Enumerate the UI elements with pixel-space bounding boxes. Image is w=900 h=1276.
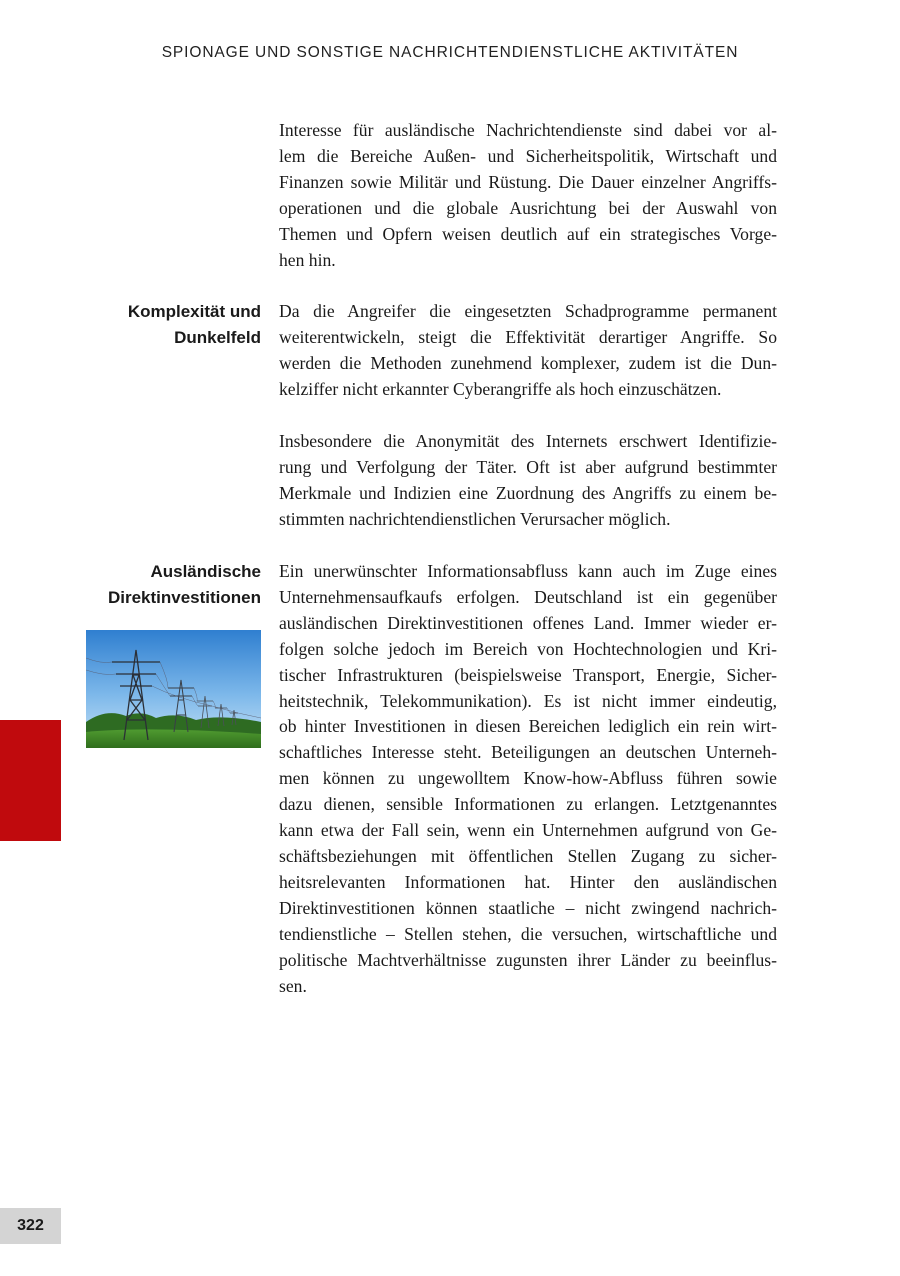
side-heading-line: Ausländische <box>150 562 261 581</box>
text-line: Insbesondere die Anonymität des Internets erschwert Identifizie- <box>279 431 777 451</box>
side-heading-line: Direktinvestitionen <box>107 588 261 607</box>
text-line: Finanzen sowie Militär und Rüstung. Die Dauer einzelner Angriffs- <box>279 171 777 192</box>
body-paragraph-2 <box>279 299 777 403</box>
power-lines-photo <box>86 630 261 748</box>
text-line: tischer Infrastrukturen (beispielsweise Transport, Energie, Sicher- <box>279 664 777 685</box>
body-paragraph-1 <box>279 118 777 273</box>
chapter-color-tab <box>0 720 61 841</box>
text-line: werden die Methoden zunehmend komplexer, zudem ist die Dun- <box>279 352 777 373</box>
text-line: stimmten nachrichtendienstlichen Verursacher möglich. <box>279 508 671 529</box>
running-header: SPIONAGE UND SONSTIGE NACHRICHTENDIENSTLICHE AKTIVITÄTEN <box>161 44 739 61</box>
text-line: Direktinvestitionen können staatliche – nicht zwingend nachrich- <box>279 897 777 918</box>
text-line: ob hinter Investitionen in diesen Bereichen lediglich ein rein wirt- <box>279 716 777 737</box>
side-heading-line: Komplexität und <box>127 302 261 321</box>
text-line: dazu dienen, sensible Informationen zu erlangen. Letztgenanntes <box>279 794 777 815</box>
side-heading-direktinvestitionen <box>61 559 261 611</box>
text-line: schäftsbeziehungen mit öffentlichen Stellen Zugang zu sicher- <box>279 845 777 866</box>
page-number: 322 <box>0 1208 61 1244</box>
body-paragraph-3 <box>279 429 777 533</box>
text-line: politische Machtverhältnisse zugunsten ihrer Länder zu beeinflus- <box>279 949 777 970</box>
text-line: kelziffer nicht erkannter Cyberangriffe als hoch einzuschätzen. <box>279 378 722 399</box>
text-line: ausländischen Direktinvestitionen offenes Land. Immer wieder er- <box>279 612 777 633</box>
text-line: Interesse für ausländische Nachrichtendienste sind dabei vor al- <box>279 120 777 140</box>
text-line: Themen und Opfern weisen deutlich auf ein strategisches Vorge- <box>279 223 777 244</box>
text-line: lem die Bereiche Außen- und Sicherheitspolitik, Wirtschaft und <box>279 145 777 166</box>
text-line: heitsrelevanten Informationen hat. Hinter den ausländischen <box>279 871 777 892</box>
text-line: men können zu ungewolltem Know-how-Abfluss führen sowie <box>279 768 777 789</box>
text-line: rung und Verfolgung der Täter. Oft ist aber aufgrund bestimmter <box>279 456 777 477</box>
text-line: weiterentwickeln, steigt die Effektivität derartiger Angriffe. So <box>279 326 777 347</box>
body-paragraph-4 <box>279 559 777 999</box>
text-line: Ein unerwünschter Informationsabfluss kann auch im Zuge eines <box>279 561 777 581</box>
text-line: tendienstliche – Stellen stehen, die versuchen, wirtschaftliche und <box>279 923 777 944</box>
text-line: sen. <box>279 975 307 996</box>
side-heading-komplexitaet <box>61 299 261 351</box>
text-line: heitstechnik, Telekommunikation). Es ist nicht immer eindeutig, <box>279 690 777 711</box>
text-line: folgen solche jedoch im Bereich von Hochtechnologien und Kri- <box>279 638 777 659</box>
text-line: kann etwa der Fall sein, wenn ein Unternehmen aufgrund von Ge- <box>279 820 777 841</box>
text-line: schaftliches Interesse steht. Beteiligungen an deutschen Unterneh- <box>279 742 777 763</box>
side-heading-line: Dunkelfeld <box>174 328 261 347</box>
text-line: hen hin. <box>279 249 336 270</box>
text-line: Da die Angreifer die eingesetzten Schadprogramme permanent <box>279 301 777 321</box>
power-lines-icon <box>86 630 261 748</box>
text-line: Merkmale und Indizien eine Zuordnung des Angriffs zu einem be- <box>279 482 777 503</box>
text-line: Unternehmensaufkaufs erfolgen. Deutschland ist ein gegenüber <box>279 586 777 607</box>
text-line: operationen und die globale Ausrichtung bei der Auswahl von <box>279 197 777 218</box>
